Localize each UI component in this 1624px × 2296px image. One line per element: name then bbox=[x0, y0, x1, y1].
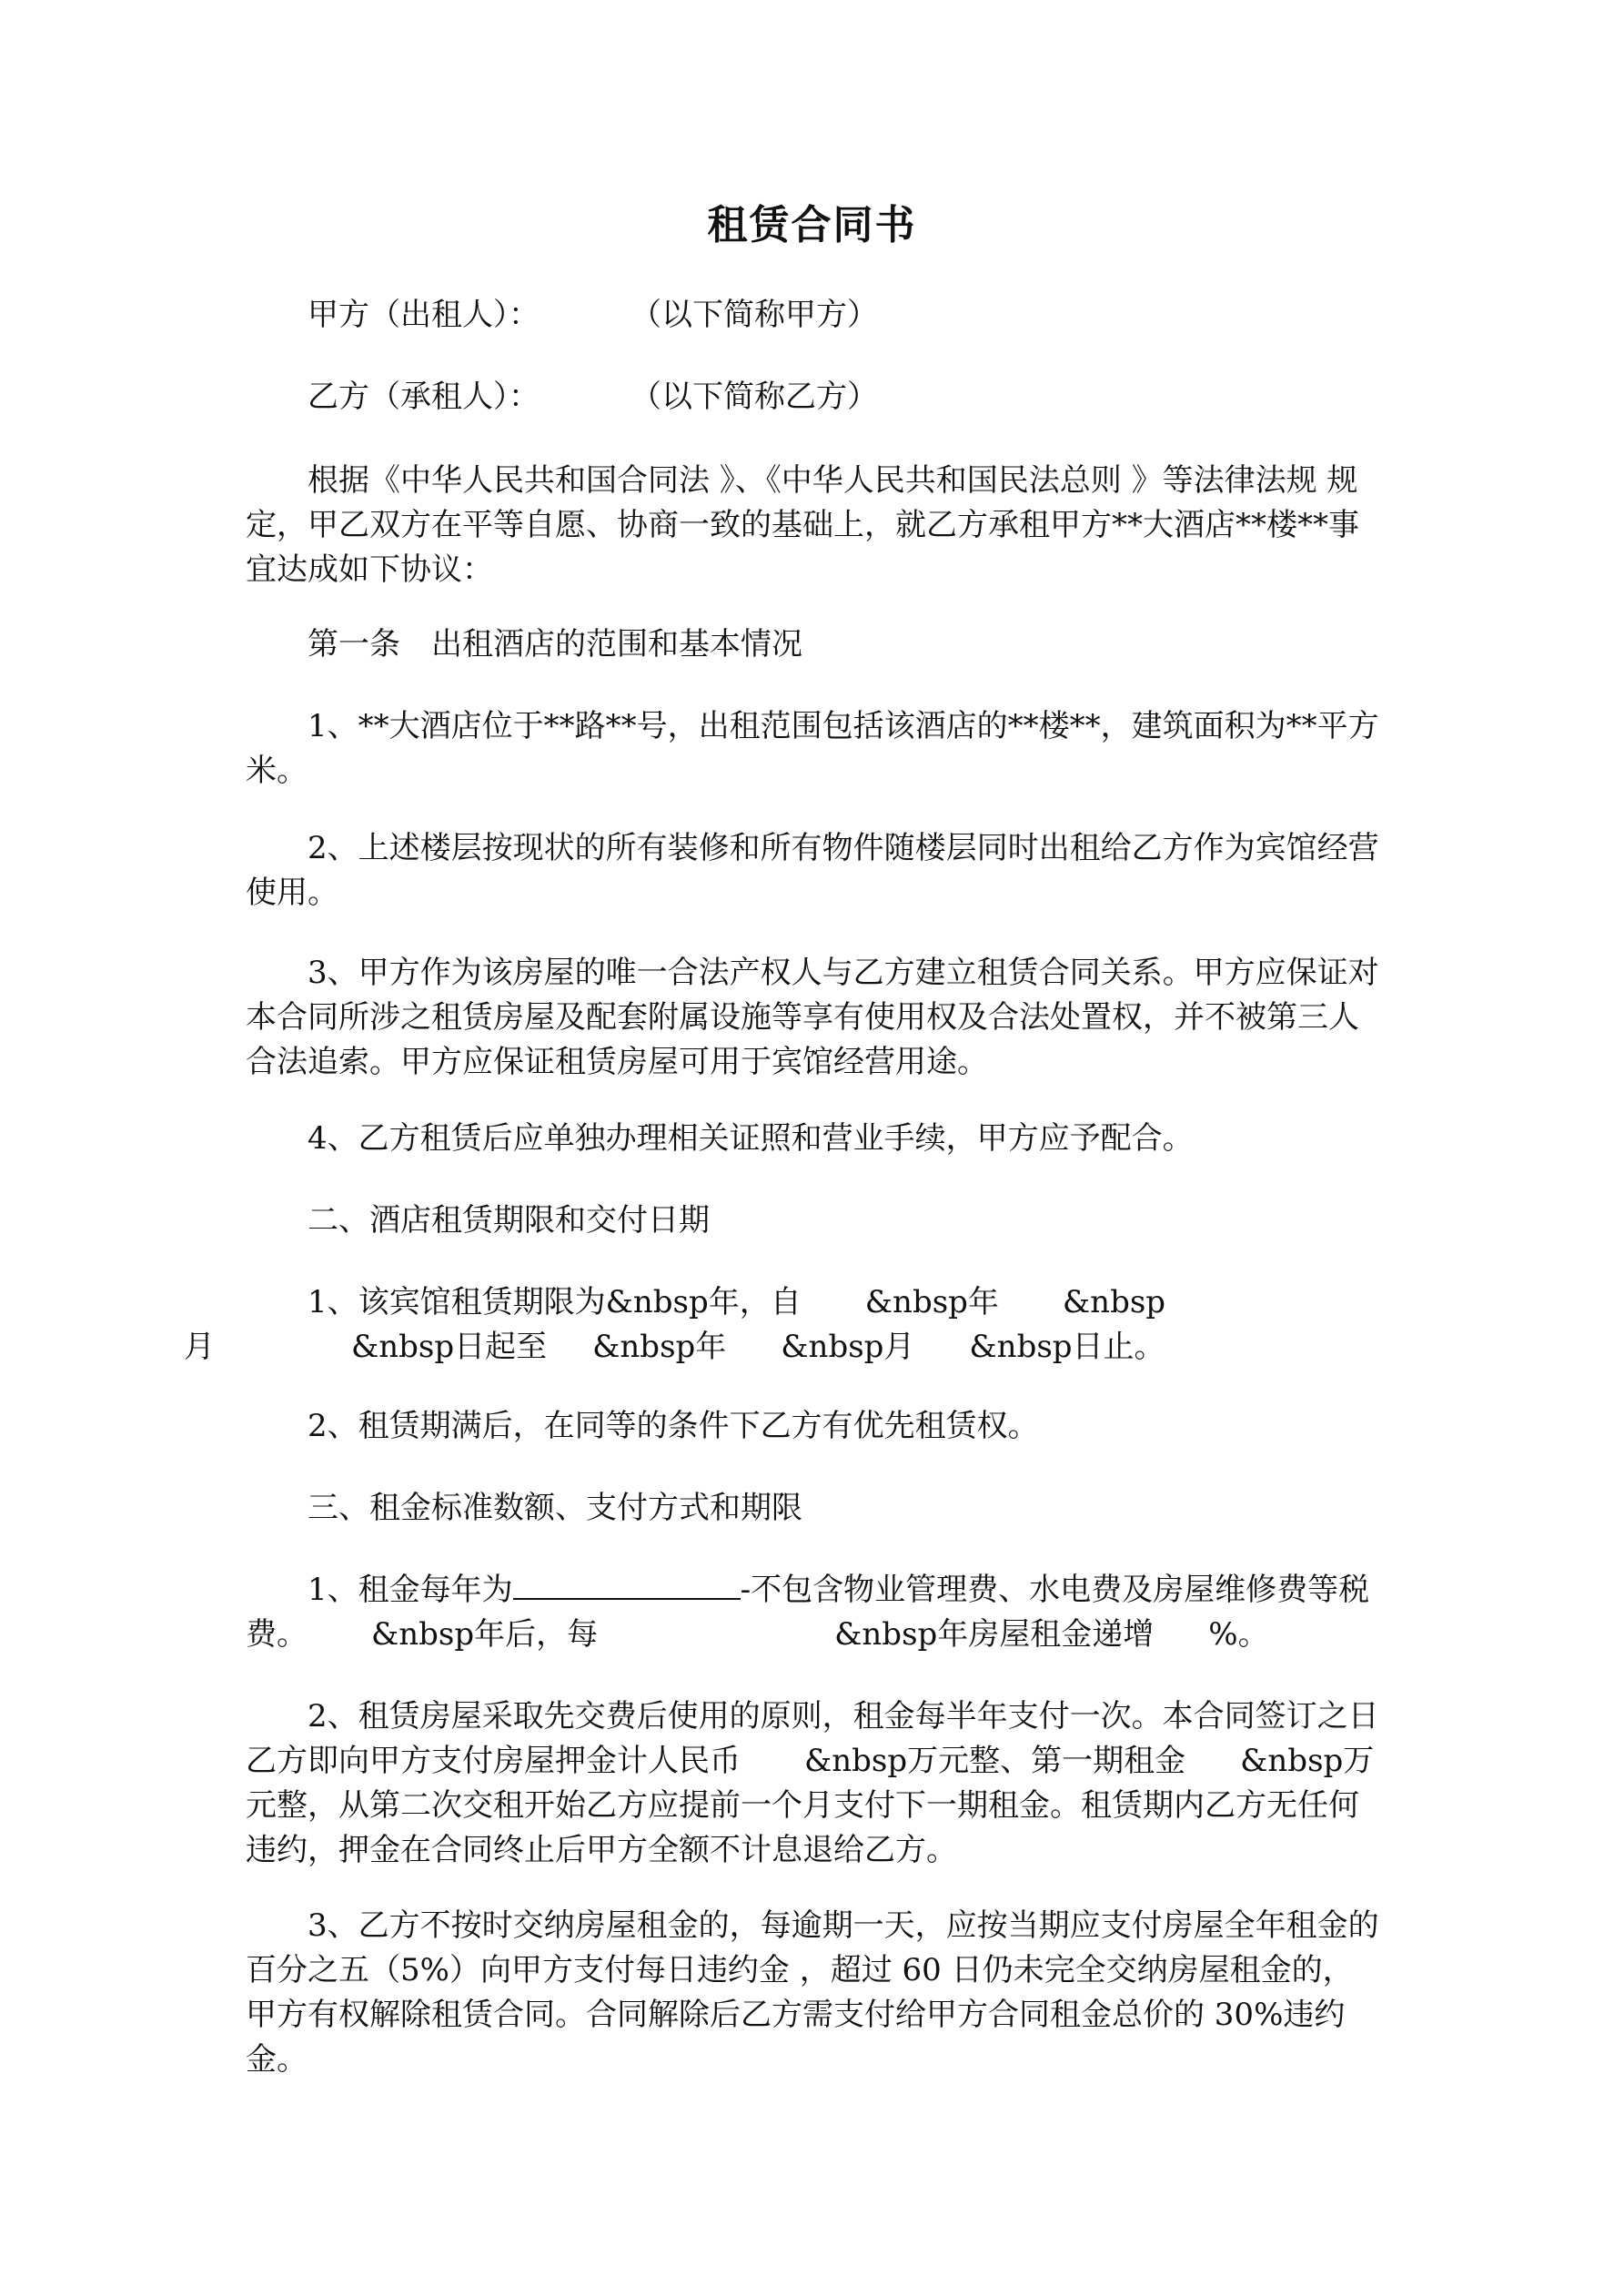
rent-amount-blank bbox=[513, 1571, 741, 1600]
article-1-item-3: 3、甲方作为该房屋的唯一合法产权人与乙方建立租赁合同关系。甲方应保证对本合同所涉之租赁房屋及配套附属设施等享有使用权及合法处置权，并不被第三人合法追索。甲方应保证租赁房屋可用于宾馆经营用途。 bbox=[246, 955, 1379, 1080]
party-b-label: 乙方（承租人）： bbox=[308, 379, 540, 415]
article-1-item-1: 1、**大酒店位于**路**号，出租范围包括该酒店的**楼**，建筑面积为**平方米。 bbox=[246, 708, 1379, 789]
start-month-blank: &nbsp bbox=[1062, 1284, 1166, 1320]
increase-after-years: &nbsp年后，每 bbox=[371, 1616, 599, 1653]
article-1-heading: 第一条 出租酒店的范围和基本情况 bbox=[308, 626, 802, 663]
start-month: 月 bbox=[184, 1329, 215, 1365]
article-1-item-4: 4、乙方租赁后应单独办理相关证照和营业手续，甲方应予配合。 bbox=[308, 1120, 1194, 1157]
party-a-note: （以下简称甲方） bbox=[630, 297, 878, 333]
document-title: 租赁合同书 bbox=[707, 202, 917, 248]
article-3-item-3: 3、乙方不按时交纳房屋租金的，每逾期一天，应按当期应支付房屋全年租金的百分之五（5%）向甲方支付每日违约金 ，超过 60 日仍未完全交纳房屋租金的，甲方有权解除租赁合同。合同解除后乙方需支付给甲方合同租金总价的 30%违约金。 bbox=[246, 1907, 1379, 2078]
article-1-item-2: 2、上述楼层按现状的所有装修和所有物件随楼层同时出租给乙方作为宾馆经营使用。 bbox=[246, 830, 1379, 911]
payment-terms: &nbsp万元整，从第二次交租开始乙方应提前一个月支付下一期租金。租赁期内乙方无任何违约，押金在合同终止后甲方全额不计息退给乙方。 bbox=[246, 1743, 1375, 1868]
party-a-line bbox=[246, 293, 1383, 338]
end-month: &nbsp月 bbox=[781, 1329, 915, 1365]
rent-exclusions: -不包含物业管理费、水电费及房屋维修费等税费。 bbox=[246, 1572, 1370, 1653]
start-year: &nbsp年 bbox=[864, 1284, 999, 1320]
article-2-item-2: 2、租赁期满后，在同等的条件下乙方有优先租赁权。 bbox=[308, 1408, 1039, 1444]
increase-percent: %。 bbox=[1208, 1616, 1269, 1653]
deposit-and-first-rent: &nbsp万元整、第一期租金 bbox=[804, 1743, 1186, 1779]
end-day: &nbsp日止。 bbox=[969, 1329, 1165, 1365]
article-3-item-1 bbox=[246, 1568, 1383, 1657]
increase-every-years: &nbsp年房屋租金递增 bbox=[834, 1616, 1155, 1653]
article-2-heading: 二、酒店租赁期限和交付日期 bbox=[308, 1202, 710, 1239]
article-3-heading: 三、租金标准数额、支付方式和期限 bbox=[308, 1490, 802, 1526]
rent-per-year-label: 1、租金每年为 bbox=[308, 1572, 513, 1608]
party-a-label: 甲方（出租人）： bbox=[308, 297, 540, 333]
party-b-line bbox=[246, 375, 1383, 420]
deposit-text: 2、租赁房屋采取先交费后使用的原则，租金每半年支付一次。本合同签订之日乙方即向甲方支付房屋押金计人民币 bbox=[246, 1698, 1379, 1779]
start-day: &nbsp日起至 bbox=[351, 1329, 548, 1365]
party-b-note: （以下简称乙方） bbox=[630, 379, 878, 415]
article-3-item-2 bbox=[246, 1694, 1383, 1873]
preamble: 根据《中华人民共和国合同法 》、《中华人民共和国民法总则 》等法律法规 规定，甲乙双方在平等自愿、协商一致的基础上，就乙方承租甲方**大酒店**楼**事宜达成如下协议： bbox=[246, 462, 1359, 588]
end-year: &nbsp年 bbox=[592, 1329, 727, 1365]
term-years: 1、该宾馆租赁期限为&nbsp年，自 bbox=[308, 1284, 802, 1320]
article-2-item-1 bbox=[184, 1280, 1383, 1370]
